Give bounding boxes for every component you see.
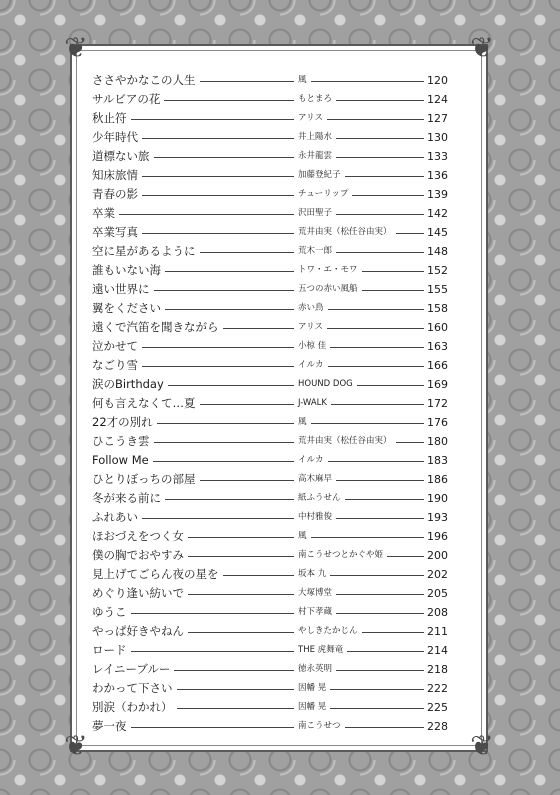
song-title: 卒業写真 [92, 223, 142, 242]
leader-line [92, 195, 448, 196]
page-number: 130 [424, 128, 448, 147]
artist-name: イルカ [294, 451, 328, 470]
toc-entry [92, 489, 448, 508]
toc-entry [92, 527, 448, 546]
artist-name: 永井龍雲 [294, 147, 336, 166]
toc-entry [92, 109, 448, 128]
song-title: 僕の胸でおやすみ [92, 546, 188, 565]
leader-line [92, 347, 448, 348]
song-title: 冬が来る前に [92, 489, 165, 508]
toc-entry [92, 242, 448, 261]
leader-line [92, 138, 448, 139]
toc-entry [92, 147, 448, 166]
page-number: 133 [424, 147, 448, 166]
toc-entry [92, 261, 448, 280]
song-title: 見上げてごらん夜の星を [92, 565, 223, 584]
toc-entry [92, 71, 448, 90]
page-number: 166 [424, 356, 448, 375]
artist-name: アリス [294, 318, 327, 337]
leader-line [92, 651, 448, 652]
toc-entry [92, 204, 448, 223]
artist-name: 沢田聖子 [294, 204, 336, 223]
artist-name: 因幡 晃 [294, 679, 330, 698]
page-number: 172 [424, 394, 448, 413]
song-title: 泣かせて [92, 337, 142, 356]
page-number: 163 [424, 337, 448, 356]
song-title: レイニーブルー [92, 660, 174, 679]
song-title: ロード [92, 641, 131, 660]
page-number: 139 [424, 185, 448, 204]
toc-entry [92, 90, 448, 109]
page-number: 176 [424, 413, 448, 432]
artist-name: イルカ [294, 356, 328, 375]
page-number: 152 [424, 261, 448, 280]
leader-line [92, 518, 448, 519]
page-number: 214 [424, 641, 448, 660]
artist-name: 赤い鳥 [294, 299, 328, 318]
song-title: ふれあい [92, 508, 142, 527]
toc-entry [92, 223, 448, 242]
toc-entry [92, 622, 448, 641]
song-title: 何も言えなくて…夏 [92, 394, 200, 413]
page-number: 196 [424, 527, 448, 546]
page-number: 148 [424, 242, 448, 261]
song-title: サルビアの花 [92, 90, 164, 109]
artist-name: 風 [294, 71, 311, 90]
page-number: 190 [424, 489, 448, 508]
toc-entry [92, 337, 448, 356]
page-number: 222 [424, 679, 448, 698]
toc-entry [92, 508, 448, 527]
page-number: 225 [424, 698, 448, 717]
artist-name: 因幡 晃 [294, 698, 330, 717]
leader-line [92, 176, 448, 177]
leader-line [92, 366, 448, 367]
ornament-flourish-icon: ❦ [470, 31, 494, 64]
page-number: 124 [424, 90, 448, 109]
song-title: めぐり逢い紡いで [92, 584, 188, 603]
artist-name: J-WALK [294, 394, 331, 413]
toc-entry [92, 318, 448, 337]
page-number: 208 [424, 603, 448, 622]
song-title: 別涙（わかれ） [92, 698, 177, 717]
ornament-flourish-icon: ❦ [64, 31, 88, 64]
page-number: 200 [424, 546, 448, 565]
song-title: やっぱ好きやねん [92, 622, 188, 641]
song-title: わかって下さい [92, 679, 177, 698]
page-number: 136 [424, 166, 448, 185]
page-number: 160 [424, 318, 448, 337]
artist-name: 坂本 九 [294, 565, 330, 584]
toc-entry [92, 375, 448, 394]
leader-line [92, 119, 448, 120]
artist-name: チューリップ [294, 185, 352, 204]
page-number: 155 [424, 280, 448, 299]
page-number: 158 [424, 299, 448, 318]
page-number: 145 [424, 223, 448, 242]
page-number: 183 [424, 451, 448, 470]
song-title: Follow Me [92, 451, 153, 470]
song-title: 秋止符 [92, 109, 131, 128]
artist-name: 荒木一郎 [294, 242, 336, 261]
toc-entry [92, 470, 448, 489]
toc-entry [92, 565, 448, 584]
page-number: 193 [424, 508, 448, 527]
toc-entry [92, 185, 448, 204]
leader-line [92, 613, 448, 614]
page-number: 186 [424, 470, 448, 489]
toc-entry [92, 717, 448, 736]
song-title: 22才の別れ [92, 413, 157, 432]
song-title: 遠い世界に [92, 280, 154, 299]
song-title: 空に星があるように [92, 242, 200, 261]
song-title: 翼をください [92, 299, 165, 318]
artist-name: トワ・エ・モワ [294, 261, 362, 280]
toc-entry [92, 128, 448, 147]
song-title: 青春の影 [92, 185, 142, 204]
song-title: 遠くで汽笛を聞きながら [92, 318, 223, 337]
artist-name: 南こうせつ [294, 717, 345, 736]
page-number: 142 [424, 204, 448, 223]
page-number: 228 [424, 717, 448, 736]
artist-name: THE 虎舞竜 [294, 641, 347, 660]
artist-name: 五つの赤い風船 [294, 280, 362, 299]
artist-name: もとまろ [294, 90, 336, 109]
song-title: ささやかなこの人生 [92, 71, 200, 90]
artist-name: 中村雅俊 [294, 508, 336, 527]
toc-entry [92, 584, 448, 603]
toc-entry [92, 394, 448, 413]
toc-entry [92, 546, 448, 565]
artist-name: アリス [294, 109, 327, 128]
toc-entry [92, 299, 448, 318]
song-title: 知床旅情 [92, 166, 142, 185]
artist-name: 荒井由実（松任谷由実） [294, 432, 396, 451]
page-number: 180 [424, 432, 448, 451]
artist-name: 南こうせつとかぐや姫 [294, 546, 387, 565]
song-title: ひとりぼっちの部屋 [92, 470, 200, 489]
page-number: 205 [424, 584, 448, 603]
page-number: 202 [424, 565, 448, 584]
page-number: 218 [424, 660, 448, 679]
artist-name: 紙ふうせん [294, 489, 345, 508]
artist-name: 徳永英明 [294, 660, 336, 679]
song-title: 涙のBirthday [92, 375, 168, 394]
page-number: 127 [424, 109, 448, 128]
toc-entry [92, 698, 448, 717]
toc-entry [92, 451, 448, 470]
song-title: 道標ない旅 [92, 147, 154, 166]
toc-entry [92, 166, 448, 185]
page-number: 211 [424, 622, 448, 641]
song-title: ほおづえをつく女 [92, 527, 188, 546]
artist-name: 荒井由実（松任谷由実） [294, 223, 396, 242]
ornament-flourish-icon: ❦ [64, 729, 88, 762]
page-number: 169 [424, 375, 448, 394]
song-title: 卒業 [92, 204, 119, 223]
artist-name: HOUND DOG [294, 375, 357, 394]
song-title: ゆうこ [92, 603, 131, 622]
artist-name: 大塚博堂 [294, 584, 336, 603]
toc-entry [92, 679, 448, 698]
toc-entry [92, 660, 448, 679]
artist-name: 風 [294, 527, 311, 546]
toc-entry [92, 280, 448, 299]
toc-entry [92, 432, 448, 451]
table-of-contents [92, 71, 448, 736]
song-title: ひこうき雲 [92, 432, 154, 451]
artist-name: 井上陽水 [294, 128, 336, 147]
toc-entry [92, 603, 448, 622]
artist-name: 小椋 佳 [294, 337, 330, 356]
toc-entry [92, 413, 448, 432]
artist-name: 加藤登紀子 [294, 166, 345, 185]
artist-name: 高木麻早 [294, 470, 336, 489]
toc-entry [92, 641, 448, 660]
leader-line [92, 214, 448, 215]
song-title: 誰もいない海 [92, 261, 165, 280]
artist-name: やしきたかじん [294, 622, 362, 641]
page-number: 120 [424, 71, 448, 90]
artist-name: 風 [294, 413, 311, 432]
toc-entry [92, 356, 448, 375]
artist-name: 村下孝蔵 [294, 603, 336, 622]
song-title: なごり雪 [92, 356, 142, 375]
ornament-flourish-icon: ❦ [470, 729, 494, 762]
song-title: 少年時代 [92, 128, 142, 147]
song-title: 夢一夜 [92, 717, 131, 736]
leader-line [92, 727, 448, 728]
